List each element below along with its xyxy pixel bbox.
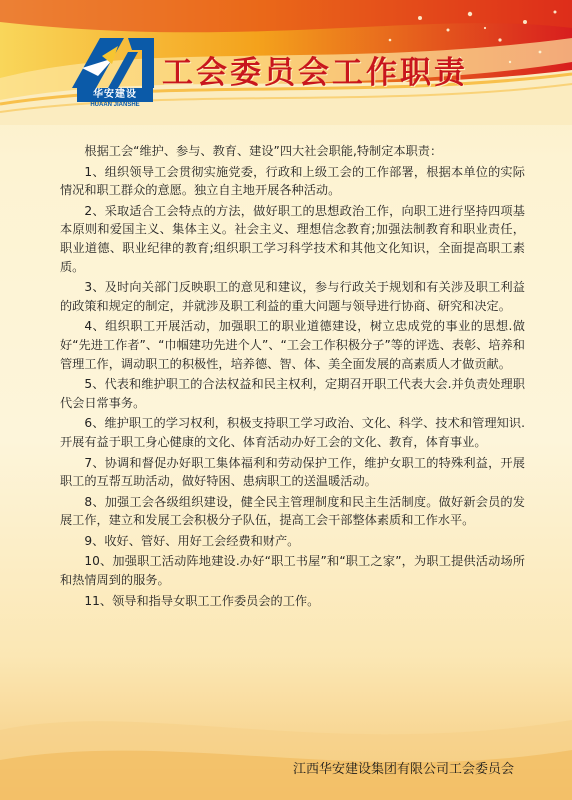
intro-paragraph: 根据工会“维护、参与、教育、建设”四大社会职能,特制定本职责： [84, 144, 443, 158]
logo-text: 华安建设 [77, 88, 153, 102]
duty-item: 1、组织领导工会贯彻实施党委，行政和上级工会的工作部署，根据本单位的实际情况和职工群众的意愿。独立自主地开展各种活动。 [60, 164, 525, 198]
page-title: 工会委员会工作职责 [162, 55, 468, 91]
duty-item: 8、加强工会各级组织建设，健全民主管理制度和民主生活制度。做好新会员的发展工作，建立和发展工会积极分子队伍，提高工会干部整体素质和工作水平。 [60, 494, 525, 528]
duty-item: 9、收好、管好、用好工会经费和财产。 [84, 533, 300, 548]
duty-item: 10、加强职工活动阵地建设.办好“职工书屋”和“职工之家”，为职工提供活动场所和热情周到的服务。 [60, 554, 525, 588]
footer-organization: 江西华安建设集团有限公司工会委员会 [292, 762, 514, 777]
duty-item: 5、代表和维护职工的合法权益和民主权利，定期召开职工代表大会.并负责处理职代会日常事务。 [60, 377, 525, 410]
duty-item: 4、组织职工开展活动，加强职工的职业道德建设，树立忠成党的事业的思想.做好“先进工作者”、“巾帼建功先进个人”、“工会工作积极分子”等的评选、表彰、培养和管理工作，调动职工的积极性，培养德、智、体、美全面发展的高素质人才做贡献。 [60, 319, 525, 371]
duty-item: 3、及时向关部门反映职工的意见和建议，参与行政关于规划和有关涉及职工利益的政策和规定的制定，并就涉及职工利益的重大问题与领导进行协商、研究和决定。 [60, 280, 525, 313]
bottom-wave-decoration [0, 690, 572, 800]
duty-item: 2、采取适合工会特点的方法，做好职工的思想政治工作，向职工进行坚持四项基本原则和爱国主义、集体主义。社会主义、理想信念教育;加强法制教育和职业责任，职业道德、职业纪律的教育;组织职工学习科学技术和其他文化知识，全面提高职工素质。 [60, 203, 525, 274]
duty-item: 11、领导和指导女职工工作委员会的工作。 [84, 593, 320, 608]
duty-item: 6、维护职工的学习权利，积极支持职工学习政治、文化、科学、技术和管理知识.开展有益于职工身心健康的文化、体育活动办好工会的文化、教育，体育事业。 [60, 416, 525, 449]
duties-content [60, 142, 525, 612]
duty-item: 7、协调和督促办好职工集体福利和劳动保护工作，维护女职工的特殊利益，开展职工的互帮互助活动，做好特困、患病职工的送温暖活动。 [60, 455, 525, 489]
logo-subtext: HUAAN JIANSHE [90, 102, 140, 108]
